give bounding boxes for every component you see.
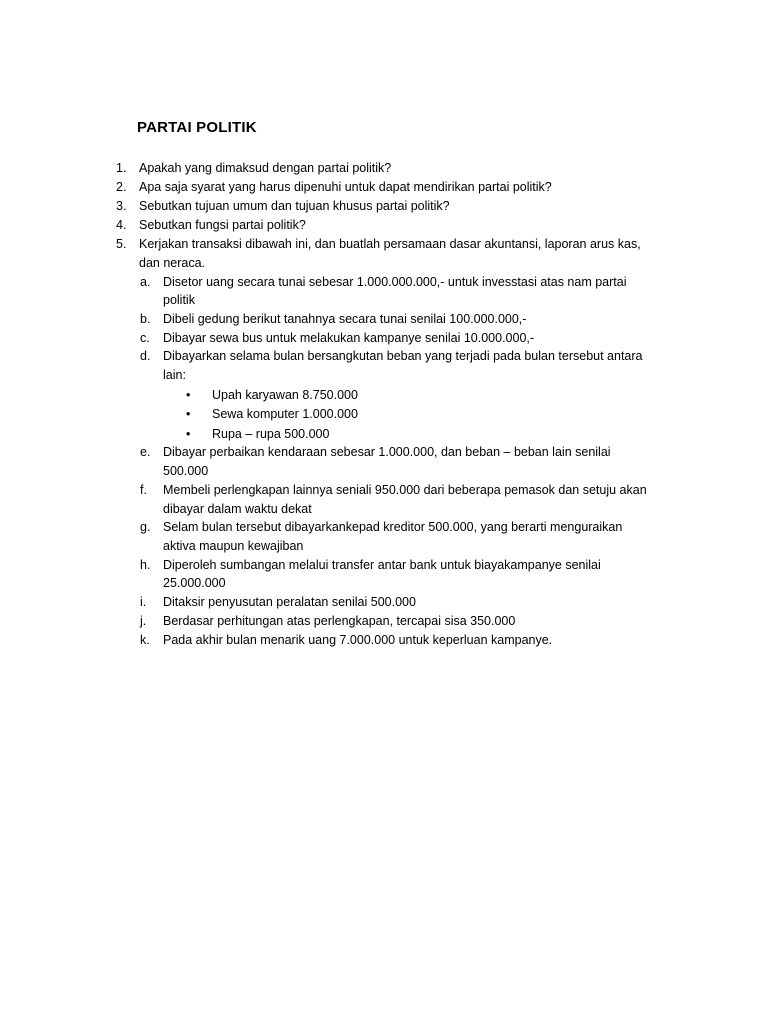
transaction-text: Berdasar perhitungan atas perlengkapan, tercapai sisa 350.000 (163, 614, 516, 628)
transaction-text-continued: dibayar dalam waktu dekat (163, 502, 312, 516)
question-number: 2. (116, 180, 127, 194)
transaction-text: Dibayar sewa bus untuk melakukan kampanye senilai 10.000.000,- (163, 331, 535, 345)
question-text: Sebutkan fungsi partai politik? (139, 218, 306, 232)
transaction-text: Dibeli gedung berikut tanahnya secara tunai senilai 100.000.000,- (163, 312, 527, 326)
question-text: Sebutkan tujuan umum dan tujuan khusus partai politik? (139, 199, 450, 213)
question-number: 1. (116, 161, 127, 175)
transaction-letter: j. (140, 614, 147, 628)
transaction-letter: f. (140, 483, 147, 497)
question-text-continued: dan neraca. (139, 256, 206, 270)
transaction-text: Dibayar perbaikan kendaraan sebesar 1.000.000, dan beban – beban lain senilai (163, 445, 611, 459)
transaction-letter: g. (140, 520, 151, 534)
transaction-text-continued: aktiva maupun kewajiban (163, 539, 304, 553)
expense-item: Upah karyawan 8.750.000 (212, 388, 358, 402)
transaction-text: Diperoleh sumbangan melalui transfer antar bank untuk biayakampanye senilai (163, 558, 601, 572)
transaction-letter: b. (140, 312, 151, 326)
transaction-text-continued: 500.000 (163, 464, 209, 478)
transaction-text: Dibayarkan selama bulan bersangkutan beban yang terjadi pada bulan tersebut antara (163, 349, 643, 363)
question-text: Kerjakan transaksi dibawah ini, dan buatlah persamaan dasar akuntansi, laporan arus kas, (139, 237, 641, 251)
transaction-text: Disetor uang secara tunai sebesar 1.000.000.000,- untuk invesstasi atas nam partai (163, 275, 627, 289)
transaction-text: Membeli perlengkapan lainnya seniali 950.000 dari beberapa pemasok dan setuju akan (163, 483, 647, 497)
question-number: 4. (116, 218, 127, 232)
transaction-letter: c. (140, 331, 150, 345)
transaction-letter: k. (140, 633, 150, 647)
bullet-icon: • (186, 388, 191, 402)
transaction-text-continued: politik (163, 293, 195, 307)
expense-item: Rupa – rupa 500.000 (212, 427, 330, 441)
transaction-letter: i. (140, 595, 147, 609)
transaction-text: Selam bulan tersebut dibayarkankepad kreditor 500.000, yang berarti menguraikan (163, 520, 623, 534)
transaction-text: Pada akhir bulan menarik uang 7.000.000 untuk keperluan kampanye. (163, 633, 553, 647)
transaction-letter: h. (140, 558, 151, 572)
question-number: 3. (116, 199, 127, 213)
bullet-icon: • (186, 427, 191, 441)
page-title: PARTAI POLITIK (137, 119, 257, 136)
expense-item: Sewa komputer 1.000.000 (212, 407, 358, 421)
transaction-text-continued: 25.000.000 (163, 576, 226, 590)
question-text: Apakah yang dimaksud dengan partai politik? (139, 161, 392, 175)
question-number: 5. (116, 237, 127, 251)
question-text: Apa saja syarat yang harus dipenuhi untuk dapat mendirikan partai politik? (139, 180, 552, 194)
transaction-text: Ditaksir penyusutan peralatan senilai 500.000 (163, 595, 416, 609)
bullet-icon: • (186, 407, 191, 421)
transaction-letter: d. (140, 349, 151, 363)
transaction-letter: a. (140, 275, 151, 289)
transaction-text-continued: lain: (163, 368, 186, 382)
transaction-letter: e. (140, 445, 151, 459)
